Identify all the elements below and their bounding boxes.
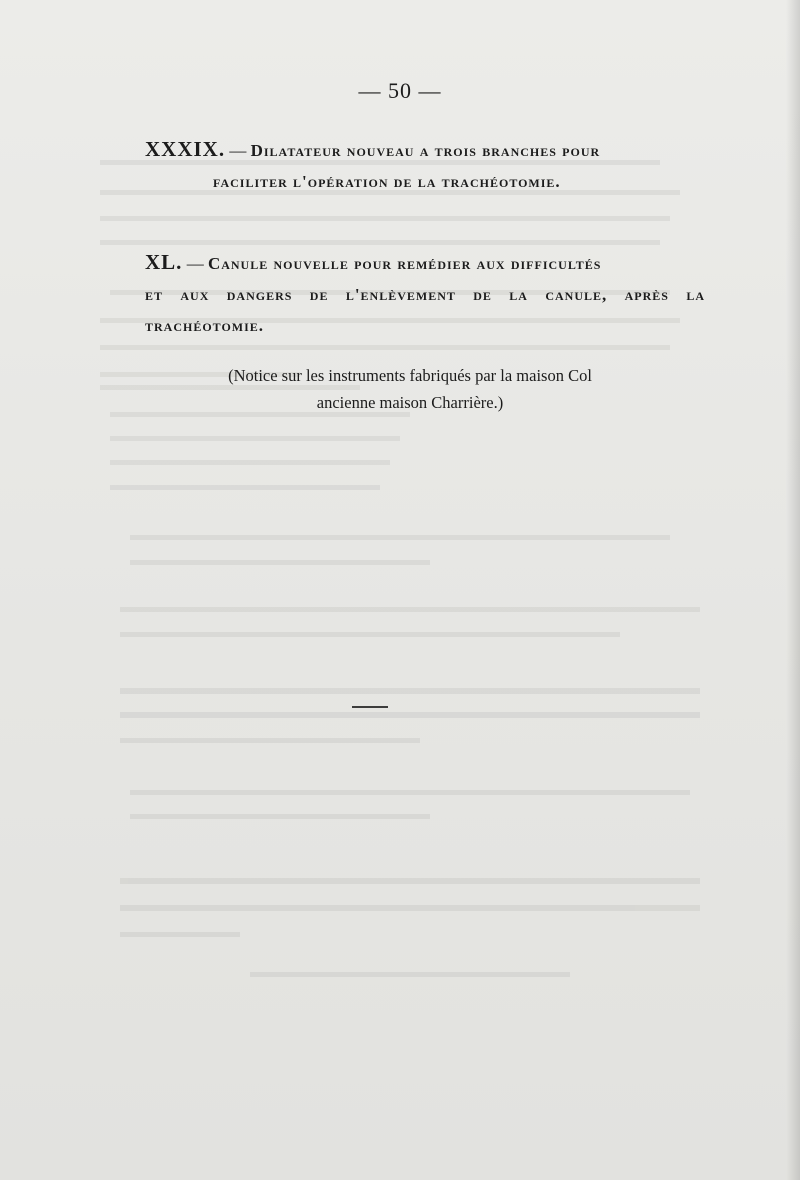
entry-title-line: trachéotomie. [145, 316, 265, 335]
entry-title-line: et aux dangers de l'enlèvement de la canule, après la [145, 285, 705, 304]
entry-dash: — [186, 254, 204, 273]
entry-number: XL. [145, 250, 183, 274]
page-number: — 50 — [358, 78, 442, 103]
notice-citation [190, 362, 630, 416]
notice-line: (Notice sur les instruments fabriqués par la maison Col [228, 366, 592, 385]
entry-number: XXXIX. [145, 137, 226, 161]
page-edge-shadow [786, 0, 800, 1180]
entry-title-line: faciliter l'opération de la trachéotomie. [213, 172, 561, 191]
entry-dash: — [229, 141, 247, 160]
catalogue-entry-xl [145, 247, 705, 341]
notice-line: ancienne maison Charrière.) [316, 393, 504, 412]
catalogue-entry-xxxix [145, 134, 690, 197]
entry-title-line: Canule nouvelle pour remédier aux difficultés [207, 254, 602, 273]
entry-title-line: Dilatateur nouveau a trois branches pour [250, 141, 601, 160]
